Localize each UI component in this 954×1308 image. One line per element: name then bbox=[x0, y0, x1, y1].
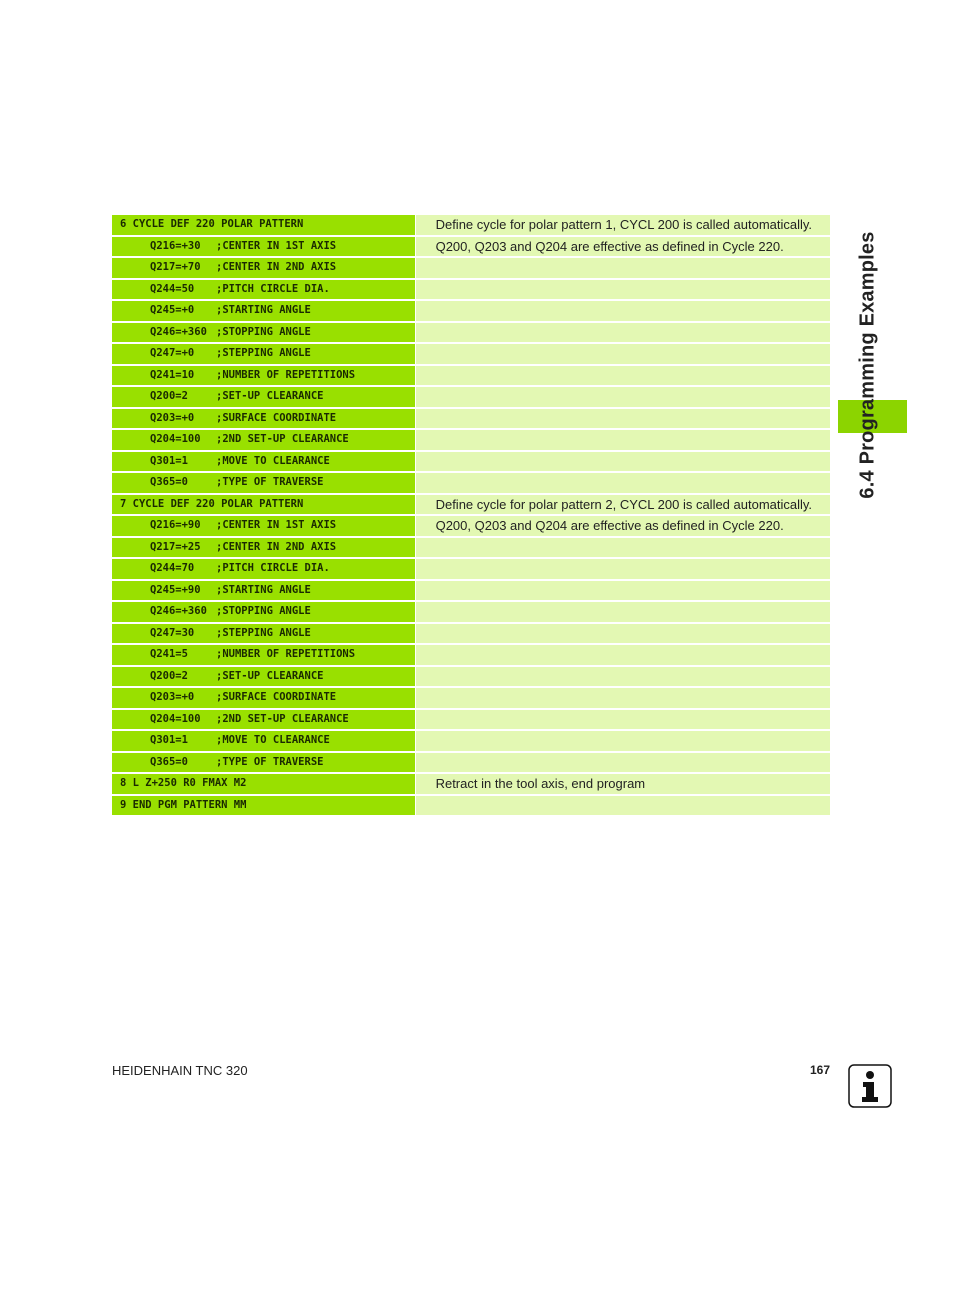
row-description: Define cycle for polar pattern 2, CYCL 200 is called automatically. bbox=[416, 495, 830, 515]
nc-parameter bbox=[112, 344, 415, 364]
table-row bbox=[112, 409, 830, 429]
table-row bbox=[112, 667, 830, 687]
parameter-comment: ;STOPPING ANGLE bbox=[216, 325, 311, 338]
parameter-comment: ;TYPE OF TRAVERSE bbox=[216, 755, 324, 768]
parameter-value: Q246=+360 bbox=[150, 325, 207, 338]
nc-parameter bbox=[112, 237, 415, 257]
row-description bbox=[416, 538, 830, 558]
row-description bbox=[416, 387, 830, 407]
parameter-comment: ;STEPPING ANGLE bbox=[216, 347, 311, 359]
table-row bbox=[112, 753, 830, 773]
nc-parameter bbox=[112, 452, 415, 472]
parameter-comment: ;STARTING ANGLE bbox=[216, 304, 311, 316]
parameter-value: Q301=1 bbox=[150, 734, 188, 746]
row-description bbox=[416, 452, 830, 472]
parameter-comment: ;MOVE TO CLEARANCE bbox=[216, 734, 330, 746]
parameter-value: Q217=+70 bbox=[150, 261, 201, 273]
parameter-value: Q217=+25 bbox=[150, 540, 201, 553]
nc-parameter bbox=[112, 538, 415, 558]
row-description bbox=[416, 710, 830, 730]
row-description bbox=[416, 301, 830, 321]
parameter-value: Q200=2 bbox=[150, 669, 188, 682]
parameter-comment: ;SURFACE COORDINATE bbox=[216, 691, 337, 703]
row-description bbox=[416, 323, 830, 343]
parameter-comment: ;CENTER IN 2ND AXIS bbox=[216, 261, 337, 273]
nc-parameter bbox=[112, 731, 415, 751]
parameter-comment: ;SET-UP CLEARANCE bbox=[216, 669, 324, 682]
parameter-value: Q244=70 bbox=[150, 562, 195, 574]
row-description bbox=[416, 731, 830, 751]
table-row bbox=[112, 602, 830, 622]
nc-block: 9 END PGM PATTERN MM bbox=[112, 796, 415, 816]
table-row bbox=[112, 301, 830, 321]
parameter-comment: ;CENTER IN 2ND AXIS bbox=[216, 540, 337, 553]
parameter-value: Q241=5 bbox=[150, 648, 188, 660]
nc-parameter bbox=[112, 409, 415, 429]
parameter-comment: ;2ND SET-UP CLEARANCE bbox=[216, 712, 349, 725]
parameter-value: Q204=100 bbox=[150, 433, 201, 445]
row-description bbox=[416, 602, 830, 622]
parameter-comment: ;PITCH CIRCLE DIA. bbox=[216, 562, 330, 574]
table-row bbox=[112, 731, 830, 751]
nc-parameter bbox=[112, 753, 415, 773]
page-number: 167 bbox=[809, 1063, 830, 1077]
table-row bbox=[112, 215, 830, 235]
parameter-comment: ;SURFACE COORDINATE bbox=[216, 411, 337, 424]
nc-parameter bbox=[112, 688, 415, 708]
row-description bbox=[416, 645, 830, 665]
row-description bbox=[416, 559, 830, 579]
parameter-comment: ;TYPE OF TRAVERSE bbox=[216, 476, 324, 488]
table-row bbox=[112, 774, 830, 794]
nc-parameter bbox=[112, 710, 415, 730]
nc-block: 8 L Z+250 R0 FMAX M2 bbox=[112, 774, 415, 794]
parameter-value: Q203=+0 bbox=[150, 411, 195, 424]
row-description bbox=[416, 258, 830, 278]
row-description: Retract in the tool axis, end program bbox=[416, 774, 830, 794]
nc-parameter bbox=[112, 473, 415, 493]
row-description bbox=[416, 688, 830, 708]
table-row bbox=[112, 430, 830, 450]
table-row bbox=[112, 237, 830, 257]
parameter-comment: ;NUMBER OF REPETITIONS bbox=[216, 648, 356, 660]
parameter-value: Q200=2 bbox=[150, 390, 188, 402]
row-description: Define cycle for polar pattern 1, CYCL 200 is called automatically. bbox=[416, 215, 830, 235]
parameter-value: Q245=+90 bbox=[150, 583, 201, 596]
parameter-value: Q241=10 bbox=[150, 368, 195, 381]
table-row bbox=[112, 710, 830, 730]
row-description bbox=[416, 796, 830, 816]
row-description: Q200, Q203 and Q204 are effective as defined in Cycle 220. bbox=[416, 516, 830, 536]
row-description: Q200, Q203 and Q204 are effective as defined in Cycle 220. bbox=[416, 237, 830, 257]
info-icon bbox=[848, 1064, 892, 1108]
parameter-comment: ;MOVE TO CLEARANCE bbox=[216, 454, 330, 467]
row-description bbox=[416, 430, 830, 450]
parameter-value: Q247=30 bbox=[150, 626, 195, 639]
parameter-comment: ;CENTER IN 1ST AXIS bbox=[216, 519, 337, 531]
parameter-comment: ;STOPPING ANGLE bbox=[216, 605, 311, 617]
table-row bbox=[112, 624, 830, 644]
nc-parameter bbox=[112, 516, 415, 536]
nc-parameter bbox=[112, 624, 415, 644]
parameter-value: Q246=+360 bbox=[150, 605, 207, 617]
table-row bbox=[112, 280, 830, 300]
parameter-value: Q365=0 bbox=[150, 476, 188, 488]
table-row bbox=[112, 516, 830, 536]
nc-parameter bbox=[112, 301, 415, 321]
nc-parameter bbox=[112, 430, 415, 450]
row-description bbox=[416, 624, 830, 644]
nc-parameter bbox=[112, 323, 415, 343]
table-row bbox=[112, 473, 830, 493]
parameter-comment: ;2ND SET-UP CLEARANCE bbox=[216, 433, 349, 445]
nc-parameter bbox=[112, 280, 415, 300]
parameter-value: Q216=+90 bbox=[150, 519, 201, 531]
row-description bbox=[416, 581, 830, 601]
table-row bbox=[112, 258, 830, 278]
nc-block: 6 CYCLE DEF 220 POLAR PATTERN bbox=[112, 215, 415, 235]
row-description bbox=[416, 409, 830, 429]
table-row bbox=[112, 344, 830, 364]
table-row bbox=[112, 538, 830, 558]
table-row bbox=[112, 387, 830, 407]
table-row bbox=[112, 559, 830, 579]
parameter-comment: ;NUMBER OF REPETITIONS bbox=[216, 368, 356, 381]
row-description bbox=[416, 280, 830, 300]
nc-parameter bbox=[112, 258, 415, 278]
table-row bbox=[112, 688, 830, 708]
nc-parameter bbox=[112, 387, 415, 407]
parameter-value: Q244=50 bbox=[150, 282, 195, 295]
table-row bbox=[112, 645, 830, 665]
parameter-comment: ;SET-UP CLEARANCE bbox=[216, 390, 324, 402]
table-row bbox=[112, 452, 830, 472]
parameter-comment: ;PITCH CIRCLE DIA. bbox=[216, 282, 330, 295]
parameter-value: Q365=0 bbox=[150, 755, 188, 768]
row-description bbox=[416, 667, 830, 687]
nc-block: 7 CYCLE DEF 220 POLAR PATTERN bbox=[112, 495, 415, 515]
parameter-comment: ;STARTING ANGLE bbox=[216, 583, 311, 596]
nc-parameter bbox=[112, 602, 415, 622]
footer-product-name: HEIDENHAIN TNC 320 bbox=[112, 1063, 248, 1078]
row-description bbox=[416, 366, 830, 386]
row-description bbox=[416, 473, 830, 493]
parameter-value: Q216=+30 bbox=[150, 239, 201, 252]
parameter-value: Q204=100 bbox=[150, 712, 201, 725]
parameter-comment: ;CENTER IN 1ST AXIS bbox=[216, 239, 337, 252]
parameter-value: Q203=+0 bbox=[150, 691, 195, 703]
nc-parameter bbox=[112, 559, 415, 579]
nc-parameter bbox=[112, 667, 415, 687]
parameter-comment: ;STEPPING ANGLE bbox=[216, 626, 311, 639]
nc-parameter bbox=[112, 366, 415, 386]
parameter-value: Q245=+0 bbox=[150, 304, 195, 316]
program-listing-table bbox=[112, 215, 830, 817]
table-row bbox=[112, 366, 830, 386]
table-row bbox=[112, 323, 830, 343]
table-row bbox=[112, 796, 830, 816]
section-title: 6.4 Programming Examples bbox=[856, 231, 879, 499]
table-row bbox=[112, 581, 830, 601]
parameter-value: Q301=1 bbox=[150, 454, 188, 467]
parameter-value: Q247=+0 bbox=[150, 347, 195, 359]
row-description bbox=[416, 753, 830, 773]
row-description bbox=[416, 344, 830, 364]
table-row bbox=[112, 495, 830, 515]
nc-parameter bbox=[112, 645, 415, 665]
nc-parameter bbox=[112, 581, 415, 601]
